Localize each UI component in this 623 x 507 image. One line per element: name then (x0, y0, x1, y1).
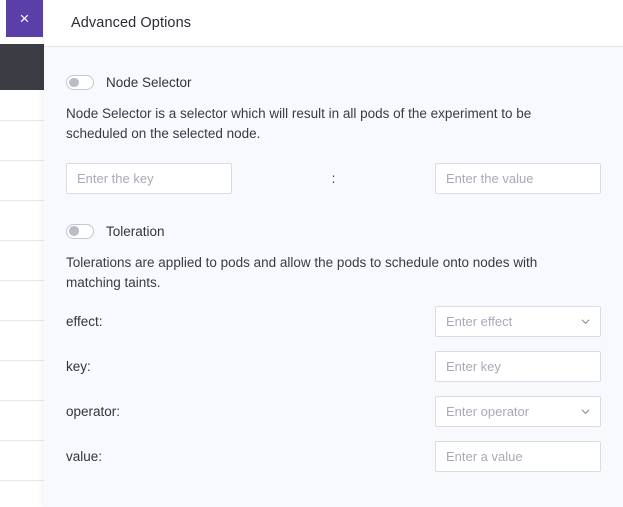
toleration-value-label: value: (66, 449, 103, 464)
toleration-toggle-row (66, 224, 601, 239)
node-selector-key-input[interactable] (66, 163, 232, 194)
node-selector-toggle[interactable] (66, 75, 94, 90)
section-spacer (66, 194, 601, 224)
toleration-operator-select-text: Enter operator (446, 404, 530, 419)
toleration-value-input[interactable] (435, 441, 601, 472)
toleration-operator-control (435, 396, 601, 427)
toleration-toggle[interactable] (66, 224, 94, 239)
toleration-label: Toleration (106, 223, 165, 239)
background-divider (0, 360, 44, 361)
background-divider (0, 160, 44, 161)
background-page (0, 0, 45, 507)
toleration-value-row (66, 440, 601, 473)
background-divider (0, 120, 44, 121)
toleration-effect-label: effect: (66, 314, 103, 329)
node-selector-value-input[interactable] (435, 163, 601, 194)
toleration-key-row (66, 350, 601, 383)
advanced-options-drawer (44, 0, 623, 507)
toleration-key-label: key: (66, 359, 91, 374)
toleration-operator-label: operator: (66, 404, 121, 419)
node-selector-key-value-row (66, 163, 601, 194)
toleration-effect-select[interactable] (435, 306, 601, 337)
background-divider (0, 280, 44, 281)
toleration-operator-row (66, 395, 601, 428)
background-divider (0, 480, 44, 481)
toleration-description: Tolerations are applied to pods and allow the pods to schedule onto nodes with matching taints. (66, 254, 538, 290)
background-divider (0, 200, 44, 201)
background-content-strip (0, 90, 44, 507)
toleration-effect-row (66, 305, 601, 338)
background-dark-strip (0, 44, 44, 90)
toleration-effect-control (435, 306, 601, 337)
drawer-header (44, 0, 623, 47)
background-divider (0, 400, 44, 401)
drawer-body (44, 47, 623, 473)
toleration-key-input[interactable] (435, 351, 601, 382)
chevron-down-icon (581, 407, 590, 416)
node-selector-label: Node Selector (106, 75, 192, 90)
close-icon: × (19, 9, 30, 28)
node-selector-description: Node Selector is a selector which will result in all pods of the experiment to be scheduled on the selected node. (66, 106, 532, 142)
toleration-value-control (435, 441, 601, 472)
close-drawer-button[interactable] (6, 0, 43, 37)
toleration-key-control (435, 351, 601, 382)
key-value-separator: : (331, 170, 336, 186)
toleration-operator-select[interactable] (435, 396, 601, 427)
background-divider (0, 240, 44, 241)
toggle-knob-icon (69, 78, 79, 88)
background-divider (0, 440, 44, 441)
page-title: Advanced Options (71, 15, 192, 31)
toggle-knob-icon (69, 226, 79, 236)
node-selector-toggle-row (66, 75, 601, 90)
background-divider (0, 320, 44, 321)
chevron-down-icon (581, 317, 590, 326)
toleration-effect-select-text: Enter effect (446, 314, 513, 329)
